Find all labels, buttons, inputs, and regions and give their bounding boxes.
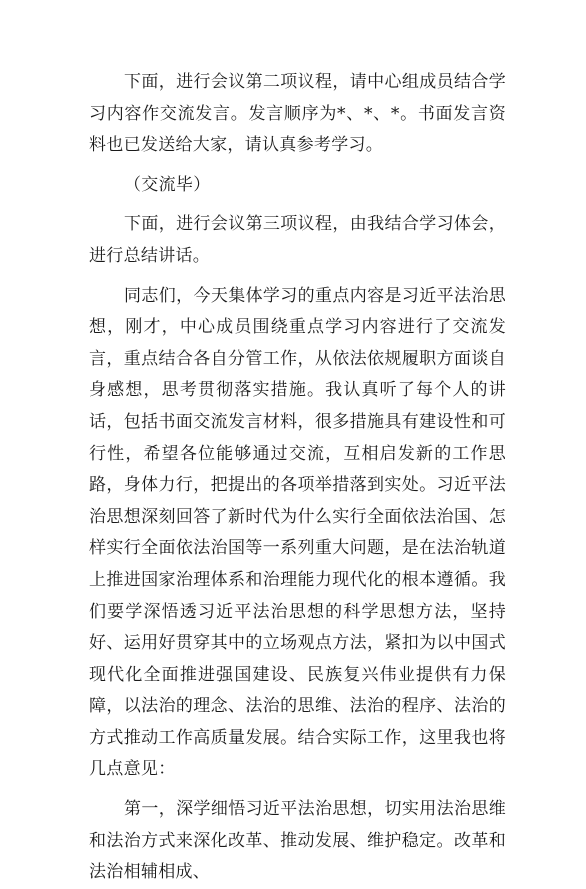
paragraph-gap [89, 201, 506, 209]
paragraph-main-speech: 同志们，今天集体学习的重点内容是习近平法治思想，刚才，中心成员围绕重点学习内容进行了交流发言，重点结合各自分管工作，从依法依规履职方面谈自身感想，思考贯彻落实措施。我认真听了每个人的讲话，包括书面交流发言材料，很多措施具有建设性和可行性，希望各位能够通过交流，互相启发新的工作思路，身体力行，把提出的各项举措落到实处。习近平法治思想深刻回答了新时代为什么实行全面依法治国、怎样实行全面依法治国等一系列重大问题，是在法治轨道上推进国家治理体系和治理能力现代化的根本遵循。我们要学深悟透习近平法治思想的科学思想方法，坚持好、运用好贯穿其中的立场观点方法，紧扣为以中国式现代化全面推进强国建设、民族复兴伟业提供有力保障，以法治的理念、法治的思维、法治的程序、法治的方式推动工作高质量发展。结合实际工作，这里我也将几点意见： [89, 285, 506, 780]
paragraph-gap [89, 786, 506, 794]
paragraph-point-one: 第一，深学细悟习近平法治思想，切实用法治思维和法治方式来深化改革、推动发展、维护稳定。改革和法治相辅相成、 [89, 799, 506, 883]
paragraph-gap [89, 162, 506, 170]
paragraph-agenda-item-two: 下面，进行会议第二项议程，请中心组成员结合学习内容作交流发言。发言顺序为*、*、*。书面发言资料也已发送给大家，请认真参考学习。 [89, 72, 506, 156]
paragraph-gap [89, 273, 506, 281]
paragraph-exchange-finished: （交流毕） [124, 174, 211, 195]
paragraph-agenda-item-three: 下面，进行会议第三项议程，由我结合学习体会，进行总结讲话。 [89, 214, 506, 266]
